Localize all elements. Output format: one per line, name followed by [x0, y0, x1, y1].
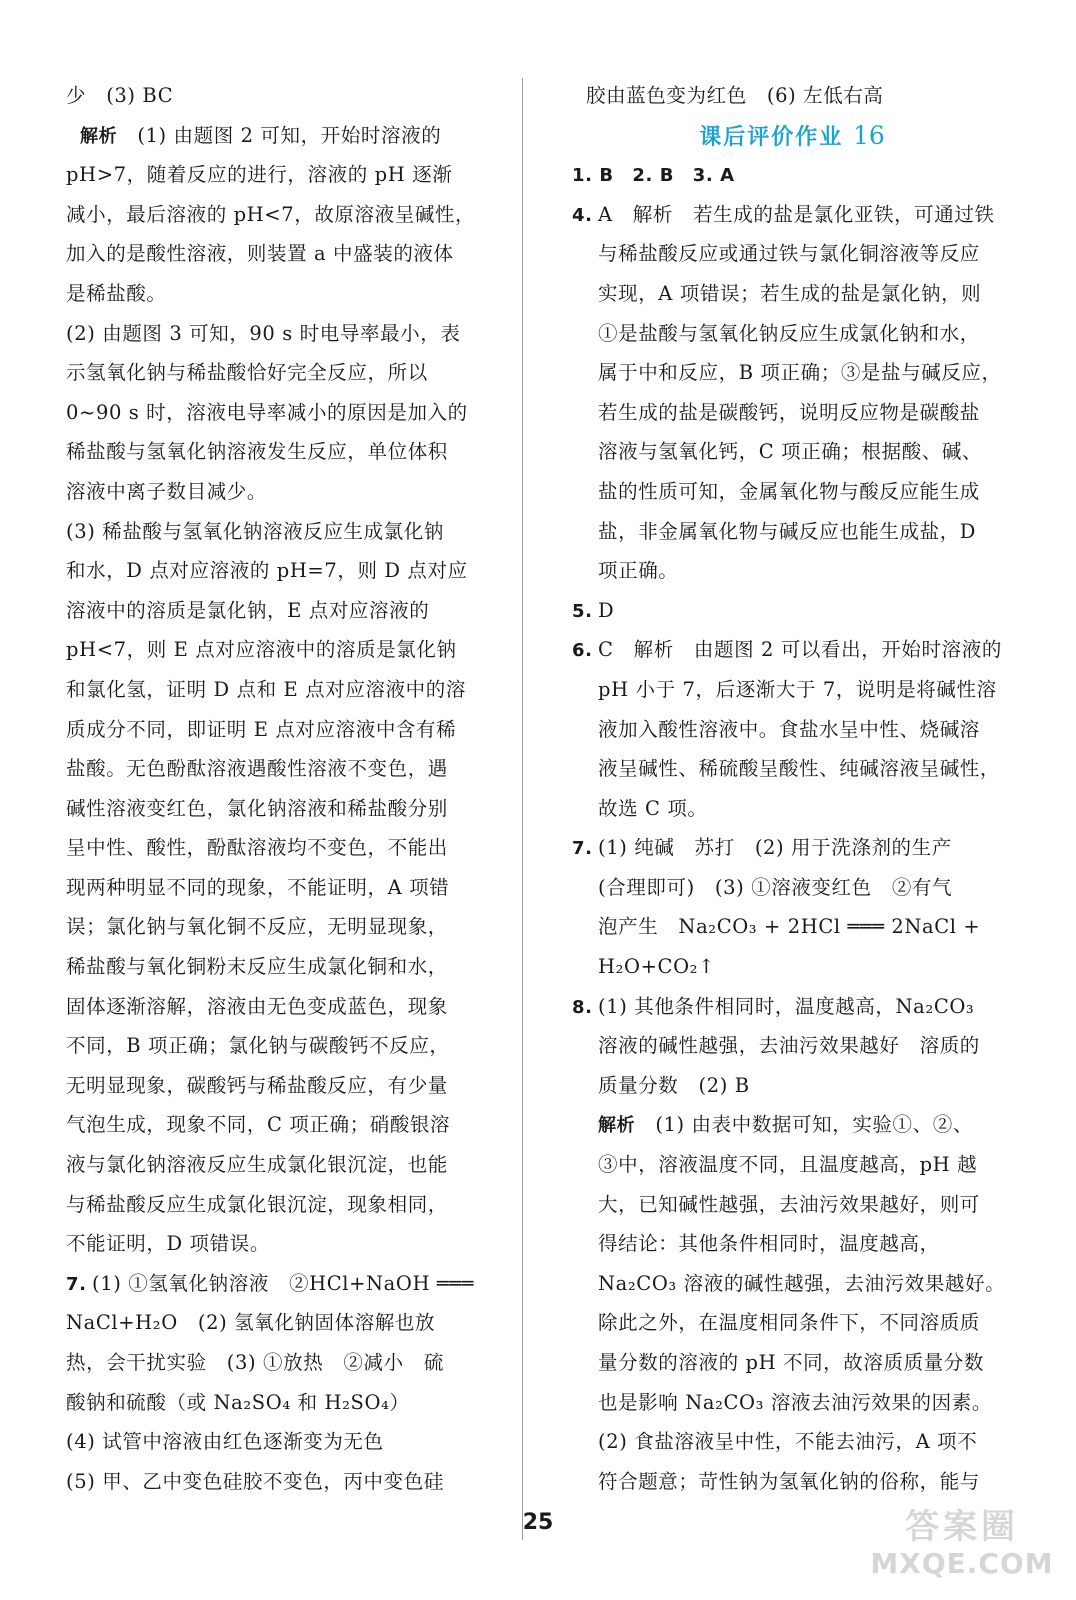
text-line: 大，已知碱性越强，去油污效果越好，则可 — [598, 1192, 980, 1216]
text-line: 呈中性、酸性，酚酞溶液均不变色，不能出 — [66, 836, 448, 860]
text-line: 量分数的溶液的 pH 不同，故溶质质量分数 — [598, 1351, 984, 1374]
text-line: 和水，D 点对应溶液的 pH=7，则 D 点对应 — [66, 559, 468, 583]
text-line: (5) 甲、乙中变色硅胶不变色，丙中变色硅 — [66, 1469, 444, 1493]
text-line: 减小，最后溶液的 pH<7，故原溶液呈碱性， — [66, 202, 476, 226]
text-line: 碱性溶液变红色，氯化钠溶液和稀盐酸分别 — [66, 796, 448, 820]
text-line: 0~90 s 时，溶液电导率减小的原因是加入的 — [66, 400, 468, 424]
question-5-answer: 5. D — [572, 598, 615, 622]
page-number: 25 — [522, 1510, 554, 1535]
text-line: 盐的性质可知，金属氧化物与酸反应能生成 — [598, 479, 980, 503]
question-6-answer: 6. C 解析 由题图 2 可以看出，开始时溶液的 — [572, 638, 1002, 662]
text-line: 胶由蓝色变为红色 (6) 左低右高 — [586, 84, 884, 107]
text-line: 稀盐酸与氢氧化钠溶液发生反应，单位体积 — [66, 440, 448, 464]
text-line: pH 小于 7，后逐渐大于 7，说明是将碱性溶 — [598, 677, 997, 701]
text-line: 无明显现象，碳酸钙与稀盐酸反应，有少量 — [66, 1073, 448, 1097]
text-line: 气泡生成，现象不同，C 项正确；硝酸银溶 — [66, 1113, 451, 1137]
text-line: 少 (3) BC — [66, 84, 174, 107]
text-line: 不能证明，D 项错误。 — [66, 1232, 270, 1256]
text-line: 稀盐酸与氧化铜粉末反应生成氯化铜和水， — [66, 955, 448, 979]
text-line: 解析 (1) 由题图 2 可知，开始时溶液的 — [80, 123, 442, 147]
text-line: pH<7，则 E 点对应溶液中的溶质是氯化钠 — [66, 638, 457, 662]
text-line: 固体逐渐溶解，溶液由无色变成蓝色，现象 — [66, 994, 448, 1018]
text-line: H₂O+CO₂↑ — [598, 955, 716, 979]
text-line: (2) 食盐溶液呈中性，不能去油污，A 项不 — [598, 1430, 978, 1454]
text-line: 得结论：其他条件相同时，温度越高， — [598, 1232, 940, 1256]
text-line: 符合题意；苛性钠为氢氧化钠的俗称，能与 — [598, 1469, 980, 1493]
answers-1-3: 1. B 2. B 3. A — [572, 165, 735, 187]
text-line: 盐，非金属氧化物与碱反应也能生成盐，D — [598, 519, 977, 543]
text-line: 盐酸。无色酚酞溶液遇酸性溶液不变色，遇 — [66, 757, 448, 781]
text-line: 示氢氧化钠与稀盐酸恰好完全反应，所以 — [66, 361, 428, 385]
text-line: 不同，B 项正确；氯化钠与碳酸钙不反应， — [66, 1034, 450, 1058]
text-line: ③中，溶液温度不同，且温度越高，pH 越 — [598, 1153, 978, 1177]
text-line: 质量分数 (2) B — [598, 1073, 750, 1097]
watermark-title: 答案圈 — [905, 1507, 1019, 1547]
text-line: 与稀盐酸反应生成氯化银沉淀，现象相同， — [66, 1192, 448, 1216]
watermark-url: MXQE.COM — [870, 1547, 1054, 1580]
question-8-answer: 8. (1) 其他条件相同时，温度越高，Na₂CO₃ — [572, 994, 975, 1018]
right-column — [572, 76, 1012, 1501]
section-heading: 课后评价作业 16 — [699, 120, 885, 150]
text-line: pH>7，随着反应的进行，溶液的 pH 逐渐 — [66, 163, 453, 187]
text-line: NaCl+H₂O (2) 氢氧化钠固体溶解也放 — [66, 1311, 436, 1335]
text-line: ①是盐酸与氢氧化钠反应生成氯化钠和水， — [598, 321, 980, 345]
text-line: 解析 (1) 由表中数据可知，实验①、②、 — [598, 1113, 973, 1137]
text-line: 和氯化氢，证明 D 点和 E 点对应溶液中的溶 — [66, 677, 466, 701]
left-column — [66, 76, 486, 1501]
column-divider — [522, 78, 523, 1540]
text-line: 也是影响 Na₂CO₃ 溶液去油污效果的因素。 — [598, 1390, 992, 1414]
text-line: 与稀盐酸反应或通过铁与氯化铜溶液等反应 — [598, 242, 980, 266]
text-line: (合理即可) (3) ①溶液变红色 ②有气 — [598, 875, 953, 899]
text-line: (4) 试管中溶液由红色逐渐变为无色 — [66, 1430, 384, 1454]
text-line: 故选 C 项。 — [598, 796, 708, 820]
text-line: Na₂CO₃ 溶液的碱性越强，去油污效果越好。 — [598, 1271, 1006, 1295]
text-line: 液加入酸性溶液中。食盐水呈中性、烧碱溶 — [598, 717, 980, 741]
text-line: 质成分不同，即证明 E 点对应溶液中含有稀 — [66, 717, 457, 741]
text-line: 实现，A 项错误；若生成的盐是氯化钠，则 — [598, 281, 982, 305]
text-line: 溶液与氢氧化钙，C 项正确；根据酸、碱、 — [598, 440, 983, 464]
text-line: 液呈碱性、稀硫酸呈酸性、纯碱溶液呈碱性， — [598, 757, 1001, 781]
text-line: 液与氯化钠溶液反应生成氯化银沉淀，也能 — [66, 1153, 448, 1177]
text-line: (3) 稀盐酸与氢氧化钠溶液反应生成氯化钠 — [66, 519, 444, 543]
text-line: 属于中和反应，B 项正确；③是盐与碱反应， — [598, 361, 1002, 385]
text-line: (2) 由题图 3 可知，90 s 时电导率最小，表 — [66, 321, 461, 345]
watermark-logo — [862, 1506, 1062, 1586]
text-line: 误；氯化钠与氧化铜不反应，无明显现象， — [66, 915, 448, 939]
question-7-answer: 7. (1) ①氢氧化钠溶液 ②HCl+NaOH ═══ — [66, 1271, 474, 1295]
text-line: 项正确。 — [598, 559, 679, 583]
question-7-answer: 7. (1) 纯碱 苏打 (2) 用于洗涤剂的生产 — [572, 836, 952, 860]
text-line: 若生成的盐是碳酸钙，说明反应物是碳酸盐 — [598, 400, 980, 424]
question-4-answer: 4. A 解析 若生成的盐是氯化亚铁，可通过铁 — [572, 202, 995, 226]
text-line: 是稀盐酸。 — [66, 281, 167, 305]
text-line: 溶液中离子数目减少。 — [66, 479, 268, 503]
text-line: 现两种明显不同的现象，不能证明，A 项错 — [66, 875, 450, 899]
text-line: 酸钠和硫酸（或 Na₂SO₄ 和 H₂SO₄） — [66, 1390, 410, 1414]
text-line: 溶液中的溶质是氯化钠，E 点对应溶液的 — [66, 598, 430, 622]
text-line: 除此之外，在温度相同条件下，不同溶质质 — [598, 1311, 980, 1335]
text-line: 溶液的碱性越强，去油污效果越好 溶质的 — [598, 1034, 980, 1058]
text-line: 加入的是酸性溶液，则装置 a 中盛装的液体 — [66, 242, 454, 266]
text-line: 热，会干扰实验 (3) ①放热 ②减小 硫 — [66, 1351, 444, 1374]
text-line: 泡产生 Na₂CO₃ + 2HCl ═══ 2NaCl + — [598, 915, 981, 939]
